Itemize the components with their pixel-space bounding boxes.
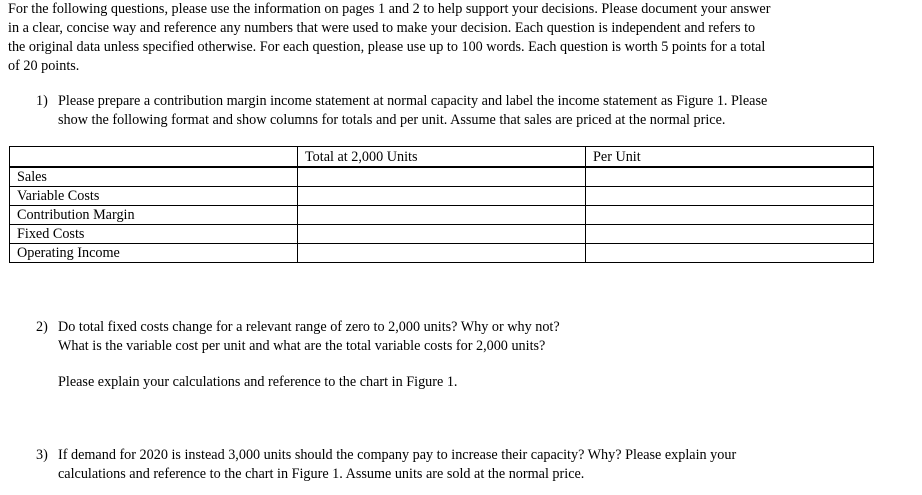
cell-per-unit[interactable] [586, 206, 874, 225]
header-cell-per-unit: Per Unit [586, 147, 874, 168]
row-label-fixed-costs: Fixed Costs [10, 225, 298, 244]
cell-total[interactable] [298, 206, 586, 225]
question-2-line-1 [36, 318, 906, 337]
cell-per-unit[interactable] [586, 167, 874, 187]
cell-per-unit[interactable] [586, 187, 874, 206]
question-3-text: If demand for 2020 is instead 3,000 units should the company pay to increase their capacity? Why? Please explain your [58, 447, 737, 463]
question-1-line-1 [36, 92, 906, 111]
instructions-line: in a clear, concise way and reference any numbers that were used to make your decision. Each question is independent and refers to [8, 20, 756, 36]
question-3 [36, 446, 906, 484]
question-1-line-2: show the following format and show columns for totals and per unit. Assume that sales are priced at the normal price. [58, 112, 726, 128]
cell-total[interactable] [298, 225, 586, 244]
header-cell-label [10, 147, 298, 168]
row-label-operating-income: Operating Income [10, 244, 298, 263]
table-row [10, 187, 874, 206]
question-2 [36, 318, 906, 356]
table-row [10, 244, 874, 263]
question-2-text: Do total fixed costs change for a relevant range of zero to 2,000 units? Why or why not? [58, 319, 560, 335]
table-row [10, 206, 874, 225]
question-2-number: 2) [36, 319, 48, 335]
header-cell-total: Total at 2,000 Units [298, 147, 586, 168]
question-2-line-3: Please explain your calculations and reference to the chart in Figure 1. [58, 374, 458, 390]
income-statement-table [9, 146, 874, 263]
cell-total[interactable] [298, 187, 586, 206]
instructions-line: of 20 points. [8, 58, 80, 74]
instructions-paragraph [8, 0, 908, 76]
table-row [10, 225, 874, 244]
instructions-line: For the following questions, please use the information on pages 1 and 2 to help support your decisions. Please document your answer [8, 1, 771, 17]
table-header-row [10, 147, 874, 168]
cell-total[interactable] [298, 244, 586, 263]
table-row [10, 167, 874, 187]
row-label-contribution-margin: Contribution Margin [10, 206, 298, 225]
cell-per-unit[interactable] [586, 225, 874, 244]
cell-total[interactable] [298, 167, 586, 187]
cell-per-unit[interactable] [586, 244, 874, 263]
row-label-variable-costs: Variable Costs [10, 187, 298, 206]
question-2-instruction [36, 373, 906, 392]
question-1-number: 1) [36, 93, 48, 109]
question-3-line-2: calculations and reference to the chart in Figure 1. Assume units are sold at the normal price. [58, 466, 585, 482]
question-2-line-2: What is the variable cost per unit and what are the total variable costs for 2,000 units? [58, 338, 546, 354]
row-label-sales: Sales [10, 167, 298, 187]
question-1 [36, 92, 906, 130]
question-1-text: Please prepare a contribution margin income statement at normal capacity and label the income statement as Figure 1. Please [58, 93, 768, 109]
instructions-line: the original data unless specified otherwise. For each question, please use up to 100 words. Each question is worth 5 points for a total [8, 39, 766, 55]
question-3-line-1 [36, 446, 906, 465]
question-3-number: 3) [36, 447, 48, 463]
